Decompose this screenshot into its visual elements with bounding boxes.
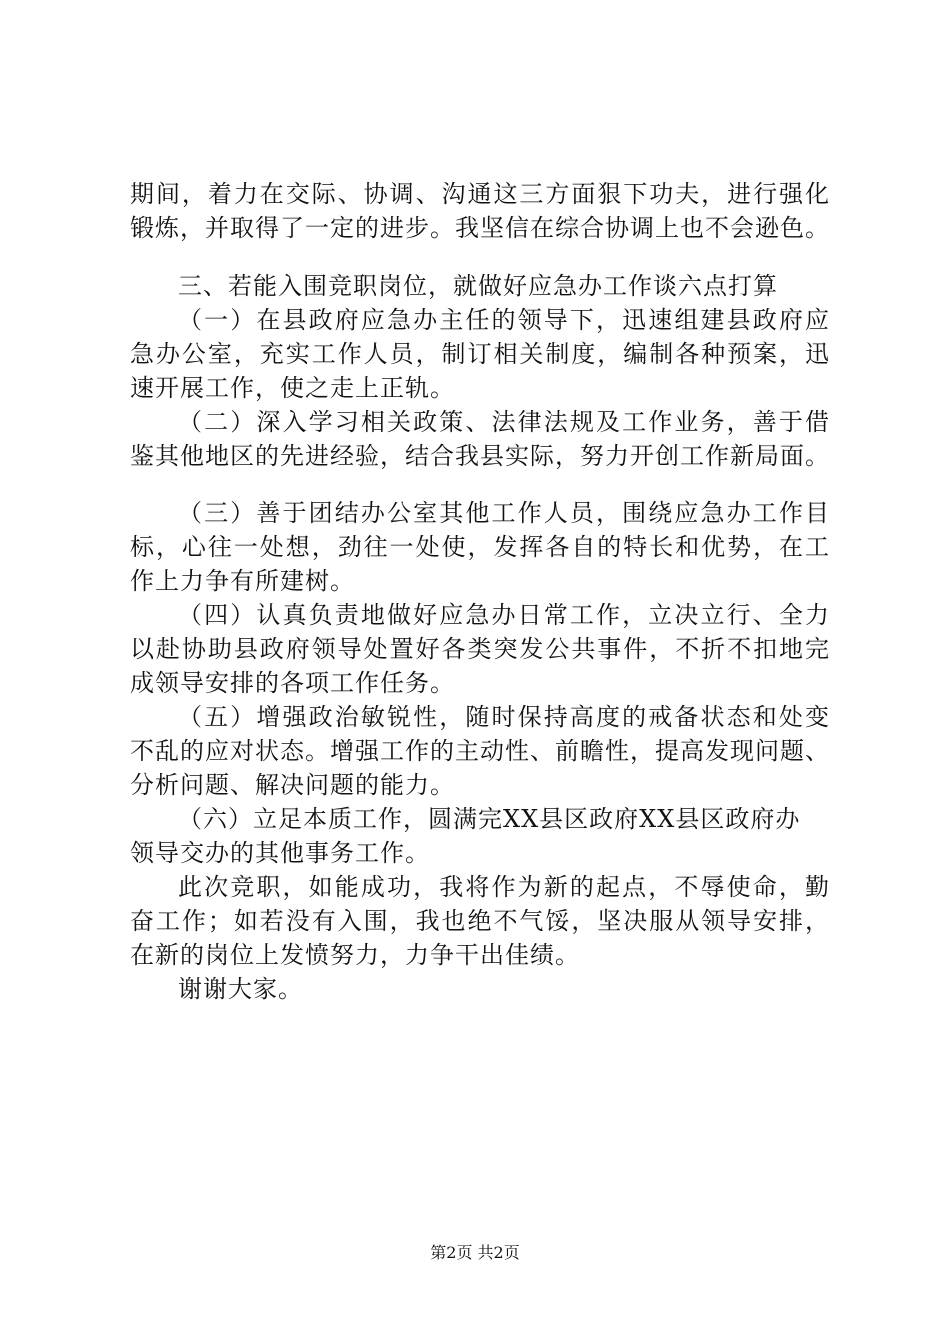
paragraph-line: 速开展工作，使之走上正轨。 — [130, 374, 455, 402]
paragraph-line: （三）善于团结办公室其他工作人员，围绕应急办工作目 — [178, 499, 830, 527]
paragraph-line: 锻炼，并取得了一定的进步。我坚信在综合协调上也不会逊色。 — [130, 214, 830, 242]
paragraph-line: 急办公室，充实工作人员，制订相关制度，编制各种预案，迅 — [130, 340, 830, 368]
paragraph-line: （一）在县政府应急办主任的领导下，迅速组建县政府应 — [178, 306, 830, 334]
paragraph-line: （六）立足本质工作，圆满完XX县区政府XX县区政府办 — [178, 805, 801, 833]
paragraph-line: （二）深入学习相关政策、法律法规及工作业务，善于借 — [178, 408, 830, 436]
paragraph-line: 作上力争有所建树。 — [130, 567, 355, 595]
paragraph-line: （四）认真负责地做好应急办日常工作，立决立行、全力 — [178, 601, 830, 629]
paragraph-line: 成领导安排的各项工作任务。 — [130, 669, 455, 697]
closing-line: 谢谢大家。 — [178, 975, 303, 1003]
paragraph-line: 鉴其他地区的先进经验，结合我县实际，努力开创工作新局面。 — [130, 442, 830, 470]
section-heading: 三、若能入围竞职岗位，就做好应急办工作谈六点打算 — [178, 272, 778, 300]
paragraph-line: 奋工作；如若没有入围，我也绝不气馁，坚决服从领导安排， — [130, 907, 830, 935]
page-number-footer: 第2页 共2页 — [430, 1243, 520, 1262]
paragraph-line: 在新的岗位上发愤努力，力争干出佳绩。 — [130, 941, 580, 969]
paragraph-line: 领导交办的其他事务工作。 — [130, 839, 430, 867]
paragraph-line: 分析问题、解决问题的能力。 — [130, 771, 455, 799]
paragraph-line: 标，心往一处想，劲往一处使，发挥各自的特长和优势，在工 — [130, 533, 830, 561]
paragraph-line: 此次竞职，如能成功，我将作为新的起点，不辱使命，勤 — [178, 873, 830, 901]
paragraph-line: 不乱的应对状态。增强工作的主动性、前瞻性，提高发现问题、 — [130, 737, 830, 765]
paragraph-line: 期间，着力在交际、协调、沟通这三方面狠下功夫，进行强化 — [130, 180, 830, 208]
paragraph-line: （五）增强政治敏锐性，随时保持高度的戒备状态和处变 — [178, 703, 830, 731]
paragraph-line: 以赴协助县政府领导处置好各类突发公共事件，不折不扣地完 — [130, 635, 830, 663]
